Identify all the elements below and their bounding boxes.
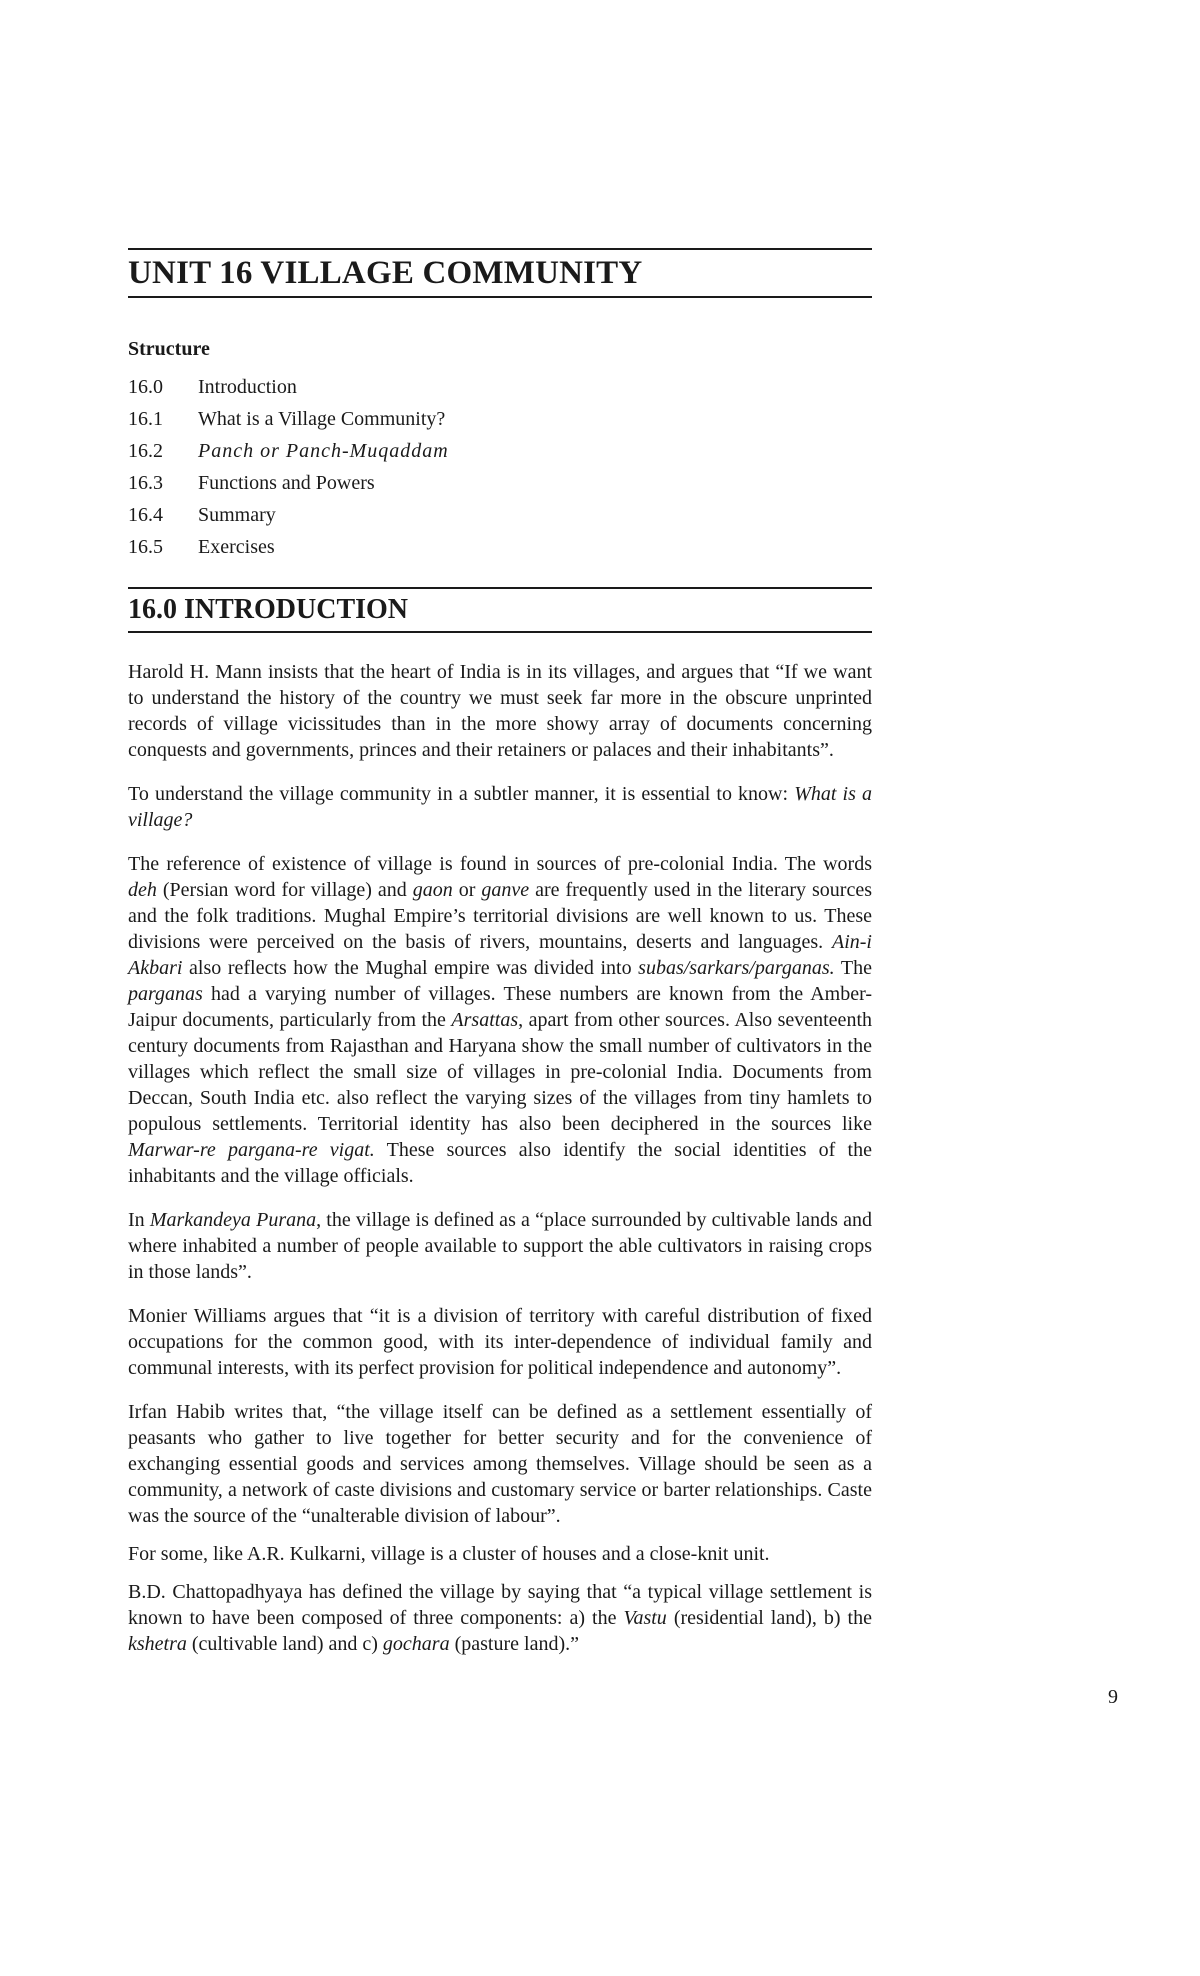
title-rule-bottom <box>128 296 872 298</box>
structure-item-number: 16.5 <box>128 536 163 558</box>
section-title: 16.0 INTRODUCTION <box>128 594 409 625</box>
structure-item-label: What is a Village Community? <box>198 408 446 430</box>
structure-item-number: 16.0 <box>128 376 163 398</box>
title-rule-top <box>128 248 872 250</box>
structure-item-label: Summary <box>198 504 276 526</box>
structure-heading: Structure <box>128 338 210 360</box>
structure-item-label: Functions and Powers <box>198 472 375 494</box>
structure-item <box>128 403 872 435</box>
structure-item-label: Exercises <box>198 536 275 558</box>
structure-item-number: 16.1 <box>128 408 163 430</box>
paragraph-mann: Harold H. Mann insists that the heart of India is in its villages, and argues that “If we want to understand the history of the country we must seek far more in the obscure unprinted records of village vicissitudes than in the more showy array of documents concerning conquests and governments, princes and their retainers or palaces and their inhabitants”. <box>128 661 872 761</box>
section-rule-top <box>128 587 872 589</box>
paragraph-text: To understand the village community in a subtler manner, it is essential to know: <box>128 783 789 805</box>
paragraph-understand <box>128 781 872 833</box>
structure-item-label: Panch or Panch-Muqaddam <box>198 440 449 462</box>
structure-item-number: 16.2 <box>128 440 163 462</box>
unit-title: UNIT 16 VILLAGE COMMUNITY <box>128 255 643 291</box>
structure-item-label: Introduction <box>198 376 297 398</box>
structure-item-number: 16.4 <box>128 504 163 526</box>
structure-item <box>128 531 872 563</box>
paragraph-question: What is a village? <box>128 783 872 831</box>
paragraph-kulkarni: For some, like A.R. Kulkarni, village is a cluster of houses and a close-knit unit. <box>128 1543 770 1565</box>
structure-item <box>128 467 872 499</box>
section-rule-bottom <box>128 631 872 633</box>
body-text <box>128 659 872 1657</box>
paragraph-monier-williams: Monier Williams argues that “it is a division of territory with careful distribution of fixed occupations for the common good, with its inter-dependence of individual family and communal interests, with its perfect provision for political independence and autonomy”. <box>128 1305 872 1379</box>
paragraph-reference: The reference of existence of village is found in sources of pre-colonial India. The words deh (Persian word for village) and gaon or ganve are frequently used in the literary sources and the folk traditions. Mughal Empire’s territorial divisions are well known to us. These divisions were perceived on the basis of rivers, mountains, deserts and languages. Ain-i Akbari also reflects how the Mughal empire was divided into subas/sarkars/parganas. The parganas had a varying number of villages. These numbers are known from the Amber- Jaipur documents, particularly from the Arsattas, apart from other sources. Also seventeenth century documents from Rajasthan and Haryana show the small number of cultivators in the villages which reflect the small size of villages in pre-colonial India. Documents from Deccan, South India etc. also reflect the varying sizes of the villages from tiny hamlets to populous settlements. Territorial identity has also been deciphered in the sources like Marwar-re pargana-re vigat. These sources also identify the social identities of the inhabitants and the village officials. <box>128 853 872 1187</box>
structure-list <box>128 371 872 563</box>
structure-item <box>128 499 872 531</box>
structure-item-number: 16.3 <box>128 472 163 494</box>
page-content <box>128 248 872 1675</box>
paragraph-irfan-habib: Irfan Habib writes that, “the village itself can be defined as a settlement essentially of peasants who gather to live together for better security and for the convenience of exchanging essential goods and services among themselves. Village should be seen as a community, a network of caste divisions and customary service or barter relationships. Caste was the source of the “unalterable division of labour”. <box>128 1401 872 1527</box>
paragraph-markandeya: In Markandeya Purana, the village is defined as a “place surrounded by cultivable lands and where inhabited a number of people available to support the able cultivators in raising crops in those lands”. <box>128 1209 872 1283</box>
page-number: 9 <box>1108 1686 1118 1708</box>
structure-item <box>128 371 872 403</box>
paragraph-chattopadhyaya: B.D. Chattopadhyaya has defined the village by saying that “a typical village settlement is known to have been composed of three components: a) the Vastu (residential land), b) the kshetra (cultivable land) and c) gochara (pasture land).” <box>128 1581 872 1655</box>
structure-item <box>128 435 872 467</box>
